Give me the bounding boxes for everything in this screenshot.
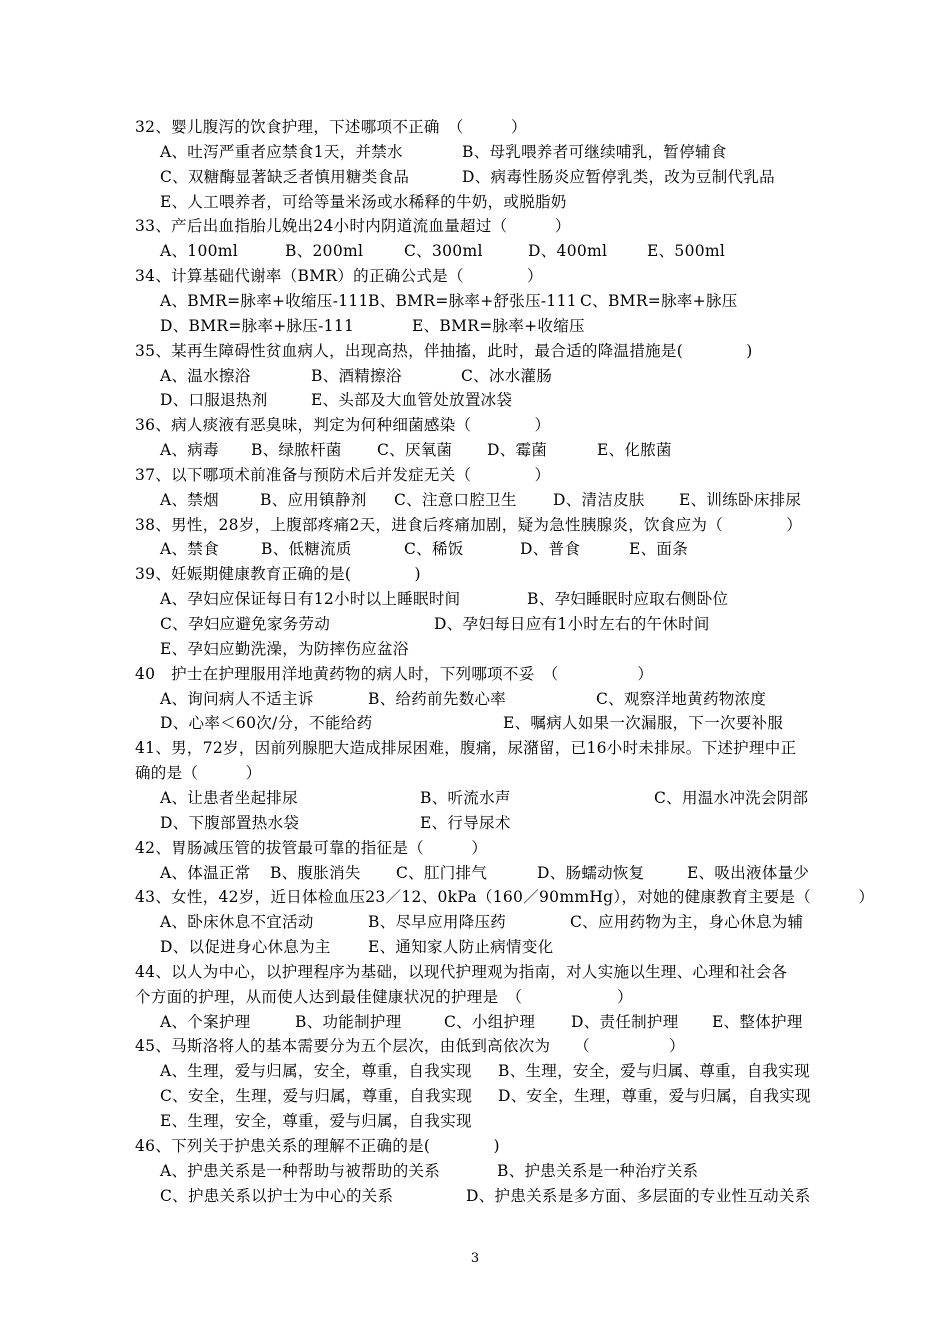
question-stem: 44、以人为中心，以护理程序为基础，以现代护理观为指南，对人实施以生理、心理和社会各 [135, 962, 788, 981]
question-stem: 40 护士在护理服用洋地黄药物的病人时，下列哪项不妥 （ ） [135, 664, 654, 683]
answer-option: D、病毒性肠炎应暂停乳类，改为豆制代乳品 [462, 167, 775, 186]
question-stem: 35、某再生障碍性贫血病人，出现高热，伴抽搐，此时，最合适的降温措施是( ) [135, 341, 753, 360]
answer-option: E、500ml [647, 242, 726, 261]
answer-option: E、吸出液体量少 [687, 863, 810, 882]
answer-option: E、化脓菌 [597, 441, 672, 460]
answer-option: A、孕妇应保证每日有12小时以上睡眠时间 [160, 590, 461, 609]
question-stem: 45、马斯洛将人的基本需要分为五个层次，由低到高依次为 （ ） [135, 1037, 685, 1056]
answer-option: C、护患关系以护士为中心的关系 [160, 1186, 394, 1205]
answer-option: E、孕妇应勤洗澡，为防摔伤应盆浴 [160, 639, 409, 658]
answer-option: E、行导尿术 [420, 813, 511, 832]
question-stem: 38、男性，28岁，上腹部疼痛2天，进食后疼痛加剧，疑为急性胰腺炎，饮食应为（ ） [135, 515, 803, 534]
answer-option: D、责任制护理 [571, 1012, 679, 1031]
answer-option: B、护患关系是一种治疗关系 [497, 1161, 699, 1180]
answer-option: C、注意口腔卫生 [394, 490, 517, 509]
answer-option: D、下腹部置热水袋 [160, 813, 300, 832]
answer-option: E、训练卧床排尿 [679, 490, 802, 509]
question-stem: 32、婴儿腹泻的饮食护理，下述哪项不正确 （ ） [135, 118, 527, 136]
answer-option: C、小组护理 [444, 1012, 536, 1031]
answer-option: D、普食 [520, 540, 581, 559]
answer-option: D、400ml [528, 242, 608, 261]
question-stem-continuation: 确的是（ ） [135, 764, 262, 783]
answer-option: B、生理，安全，爱与归属、尊重，自我实现 [498, 1062, 810, 1081]
answer-option: C、孕妇应避免家务劳动 [160, 615, 331, 633]
answer-option: C、稀饭 [404, 540, 464, 559]
answer-option: C、肛门排气 [396, 863, 488, 882]
answer-option: A、个案护理 [160, 1012, 251, 1031]
answer-option: E、通知家人防止病情变化 [368, 938, 554, 957]
answer-option: A、询问病人不适主诉 [160, 689, 314, 708]
answer-option: A、100ml [160, 242, 239, 261]
answer-option: A、让患者坐起排尿 [160, 788, 298, 807]
question-stem: 34、计算基础代谢率（BMR）的正确公式是（ ） [135, 267, 543, 286]
answer-option: E、嘱病人如果一次漏服，下一次要补服 [503, 714, 784, 733]
answer-option: B、孕妇睡眠时应取右侧卧位 [527, 590, 729, 609]
answer-option: A、体温正常 [160, 863, 251, 882]
answer-option: E、BMR=脉率+收缩压 [412, 316, 585, 335]
question-stem: 37、以下哪项术前准备与预防术后并发症无关（ ） [135, 465, 551, 484]
answer-option: D、孕妇每日应有1小时左右的午休时间 [434, 615, 710, 633]
answer-option: B、酒精擦浴 [311, 366, 402, 385]
answer-option: E、整体护理 [712, 1012, 803, 1031]
answer-option: B、低糖流质 [261, 540, 352, 559]
answer-option: C、厌氧菌 [377, 441, 453, 460]
answer-option: C、冰水灌肠 [461, 366, 553, 385]
answer-option: B、应用镇静剂 [260, 490, 367, 509]
answer-option: A、病毒 [160, 441, 219, 460]
answer-option: D、以促进身心休息为主 [160, 938, 331, 957]
answer-option: C、用温水冲洗会阴部 [654, 788, 809, 807]
question-stem: 39、妊娠期健康教育正确的是( ) [135, 565, 421, 584]
answer-option: D、BMR=脉率+脉压-111 [160, 316, 355, 335]
answer-option: B、腹胀消失 [270, 863, 361, 882]
question-stem-continuation: 个方面的护理，从而使人达到最佳健康状况的护理是 （ ） [135, 987, 633, 1006]
question-stem: 46、下列关于护患关系的理解不正确的是( ) [135, 1136, 500, 1155]
question-stem: 41、男，72岁，因前列腺肥大造成排尿困难，腹痛，尿潴留，已16小时未排尿。下述护理中正 [135, 739, 797, 758]
answer-option: A、禁食 [160, 540, 219, 559]
answer-option: D、霉菌 [487, 441, 548, 460]
answer-option: B、BMR=脉率+舒张压-111 [368, 291, 577, 310]
answer-option: C、BMR=脉率+脉压 [580, 291, 738, 310]
answer-option: D、安全，生理，尊重，爱与归属，自我实现 [498, 1087, 811, 1106]
question-stem: 43、女性，42岁，近日体检血压23／12、0kPa（160／90mmHg），对她的健康教育主要是（ ） [135, 888, 875, 907]
answer-option: A、吐泻严重者应禁食1天，并禁水 [160, 142, 403, 161]
page-number: 3 [470, 1251, 480, 1266]
answer-option: A、禁烟 [160, 490, 219, 509]
answer-option: B、200ml [285, 242, 364, 261]
answer-option: E、面条 [629, 540, 689, 559]
answer-option: C、双糖酶显著缺乏者慎用糖类食品 [160, 167, 410, 186]
question-stem: 36、病人痰液有恶臭味，判定为何种细菌感染（ ） [135, 416, 551, 435]
answer-option: E、人工喂养者，可给等量米汤或水稀释的牛奶，或脱脂奶 [160, 192, 567, 211]
answer-option: D、心率＜60次/分，不能给药 [160, 714, 373, 733]
answer-option: B、尽早应用降压药 [368, 913, 507, 932]
answer-option: D、护患关系是多方面、多层面的专业性互动关系 [466, 1186, 811, 1205]
answer-option: B、功能制护理 [295, 1012, 402, 1031]
answer-option: B、绿脓杆菌 [251, 441, 342, 460]
answer-option: E、生理，安全，尊重，爱与归属，自我实现 [160, 1112, 472, 1130]
answer-option: A、生理，爱与归属，安全，尊重，自我实现 [160, 1062, 472, 1081]
answer-option: C、安全，生理，爱与归属，尊重，自我实现 [160, 1087, 473, 1106]
answer-option: A、温水擦浴 [160, 366, 251, 385]
answer-option: B、听流水声 [420, 788, 511, 807]
question-stem: 42、胃肠减压管的拔管最可靠的指征是（ ） [135, 838, 488, 857]
answer-option: A、卧床休息不宜活动 [160, 913, 314, 932]
answer-option: D、清洁皮肤 [553, 490, 645, 509]
answer-option: A、护患关系是一种帮助与被帮助的关系 [160, 1161, 441, 1180]
answer-option: C、应用药物为主，身心休息为辅 [570, 913, 804, 932]
answer-option: B、母乳喂养者可继续哺乳，暂停辅食 [462, 142, 727, 161]
answer-option: A、BMR=脉率+收缩压-111 [160, 291, 369, 310]
answer-option: D、口服退热剂 [160, 391, 268, 410]
answer-option: C、观察洋地黄药物浓度 [596, 689, 767, 708]
answer-option: C、300ml [404, 242, 483, 261]
question-stem: 33、产后出血指胎儿娩出24小时内阴道流血量超过（ ） [135, 217, 571, 236]
answer-option: D、肠蠕动恢复 [537, 863, 645, 882]
answer-option: B、给药前先数心率 [368, 689, 507, 708]
answer-option: E、头部及大血管处放置冰袋 [311, 391, 513, 410]
